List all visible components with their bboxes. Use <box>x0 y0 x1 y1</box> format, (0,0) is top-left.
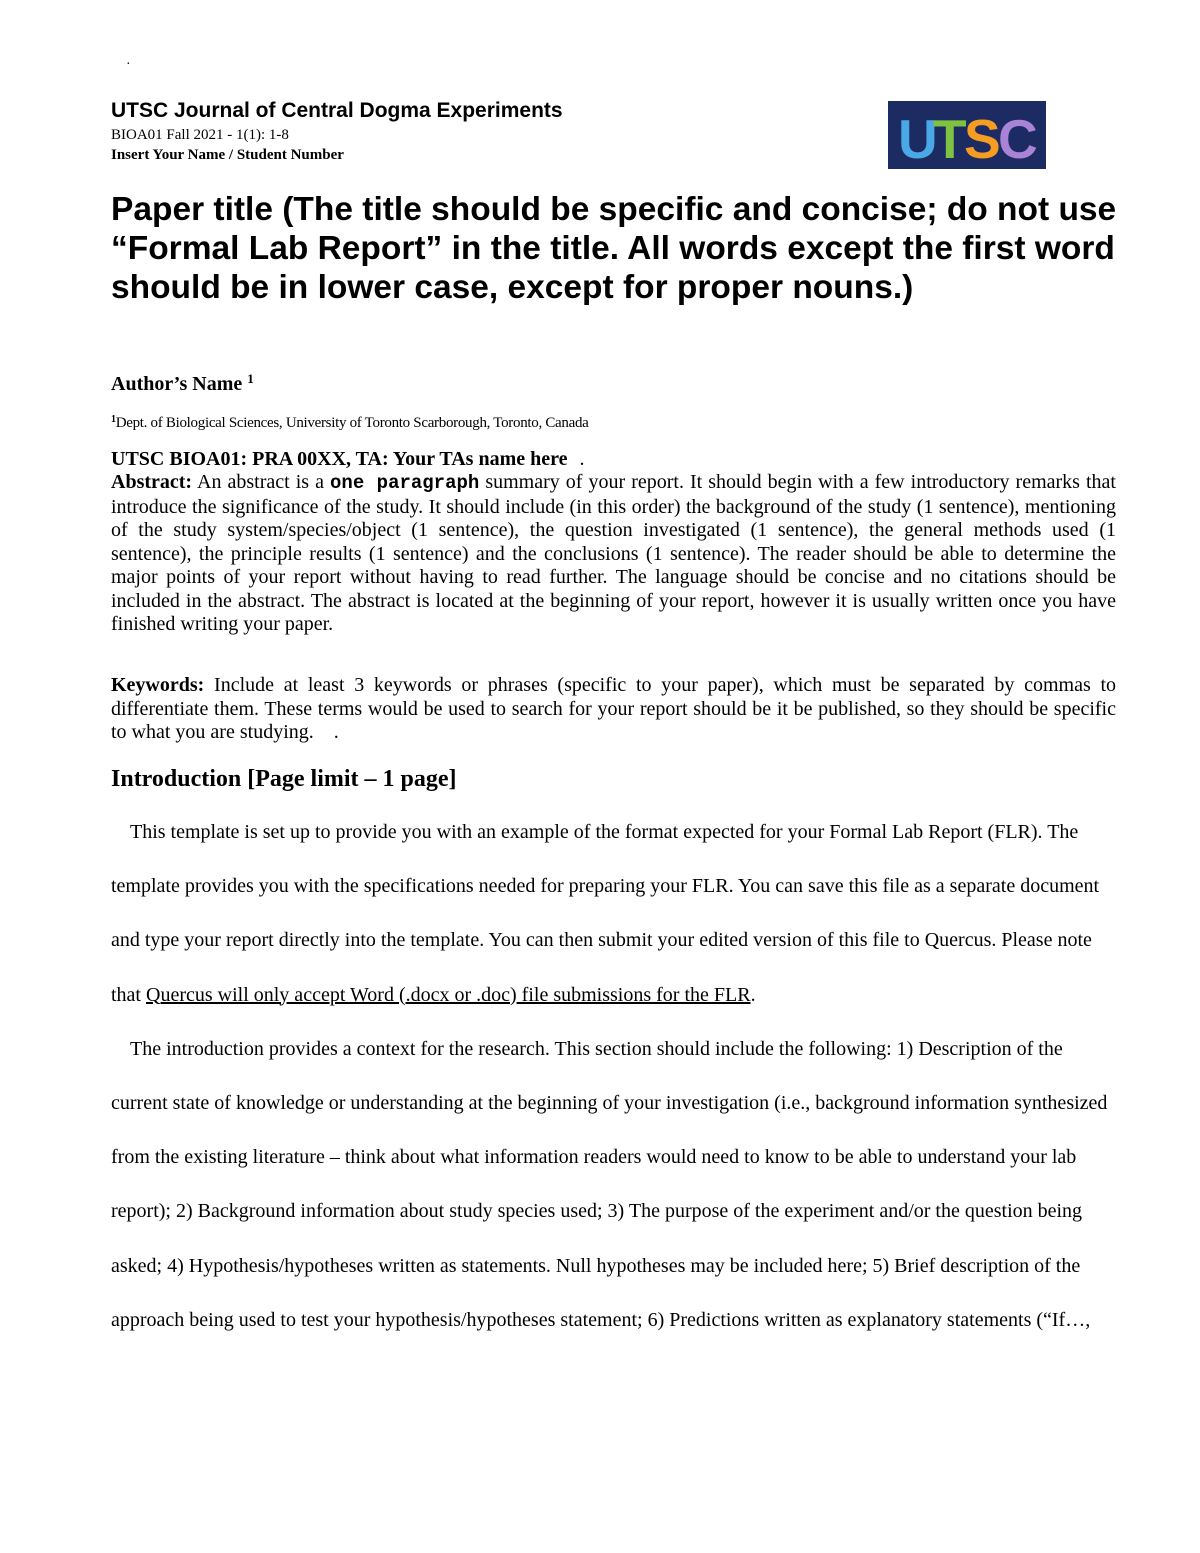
course-line-tail: . <box>579 448 585 470</box>
author-name <box>111 367 254 396</box>
abstract-text-1: An abstract is a <box>192 471 331 493</box>
logo-letter-s: S <box>964 108 1001 169</box>
utsc-logo-graphic <box>888 101 1046 169</box>
introduction-heading: Introduction [Page limit – 1 page] <box>111 766 457 792</box>
abstract-emphasis: one paragraph <box>330 472 480 494</box>
author-superscript: 1 <box>247 371 254 386</box>
journal-title: UTSC Journal of Central Dogma Experiments <box>111 99 563 122</box>
keywords-label: Keywords: <box>111 674 205 696</box>
journal-meta: BIOA01 Fall 2021 - 1(1): 1-8 <box>111 127 289 143</box>
intro-para1-end: . <box>750 983 756 1006</box>
author-name-text: Author’s Name <box>111 373 243 395</box>
logo-letter-t: T <box>933 108 967 169</box>
intro-para1-underlined: Quercus will only accept Word (.docx or .doc) file submissions for the FLR <box>146 983 751 1006</box>
introduction-body <box>111 805 1116 1347</box>
keywords-text: Include at least 3 keywords or phrases (specific to your paper), which must be separated by commas to differentiate them. These terms would be used to search for your report should be it be published, so they should be specific to what you are studying. <box>111 674 1116 743</box>
introduction-paragraph-1 <box>111 805 1116 1022</box>
logo-letter-c: C <box>998 108 1038 169</box>
keywords-tail: . <box>313 721 339 743</box>
stray-mark: · <box>126 57 131 72</box>
affiliation-superscript: 1 <box>111 414 116 425</box>
affiliation-text: Dept. of Biological Sciences, University of Toronto Scarborough, Toronto, Canada <box>115 415 589 431</box>
author-placeholder: Insert Your Name / Student Number <box>111 147 344 163</box>
abstract-text-2: summary of your report. It should begin with a few introductory remarks that introduce the significance of the study. It should include (in this order) the background of the study (1 sentence), mentioning of the study system/species/object (1 sentence), the question investigated (1 sentence), the general methods used (1 sentence), the principle results (1 sentence) and the conclusions (1 sentence). The reader should be able to determine the major points of your report without having to read further. The language should be concise and no citations should be included in the abstract. The abstract is located at the beginning of your report, however it is usually written once you have finished writing your paper. <box>111 471 1116 635</box>
introduction-paragraph-2: The introduction provides a context for the research. This section should include the following: 1) Description of the current state of knowledge or understanding at the beginning of your investigation (i.e., background information synthesized from the existing literature – think about what information readers would need to know to be able to understand your lab report); 2) Background information about study species used; 3) The purpose of the experiment and/or the question being asked; 4) Hypothesis/hypotheses written as statements. Null hypotheses may be included here; 5) Brief description of the approach being used to test your hypothesis/hypotheses statement; 6) Predictions written as explanatory statements (“If…, <box>111 1037 1108 1331</box>
logo-letter-u: U <box>898 108 938 169</box>
keywords <box>111 674 1116 745</box>
course-line <box>111 447 585 471</box>
utsc-logo <box>888 101 1046 169</box>
abstract <box>111 471 1116 637</box>
course-line-text: UTSC BIOA01: PRA 00XX, TA: Your TAs name here <box>111 448 568 470</box>
paper-title: Paper title (The title should be specific and concise; do not use “Formal Lab Report” in the title. All words except the first word should be in lower case, except for proper nouns.) <box>111 191 1117 306</box>
abstract-label: Abstract: <box>111 471 193 493</box>
intro-para1-text: This template is set up to provide you with an example of the format expected for your Formal Lab Report (FLR). The template provides you with the specifications needed for preparing your FLR. You can save this file as a separate document and type your report directly into the template. You can then submit your edited version of this file to Quercus. Please note that <box>111 821 1100 1006</box>
affiliation <box>111 410 589 433</box>
